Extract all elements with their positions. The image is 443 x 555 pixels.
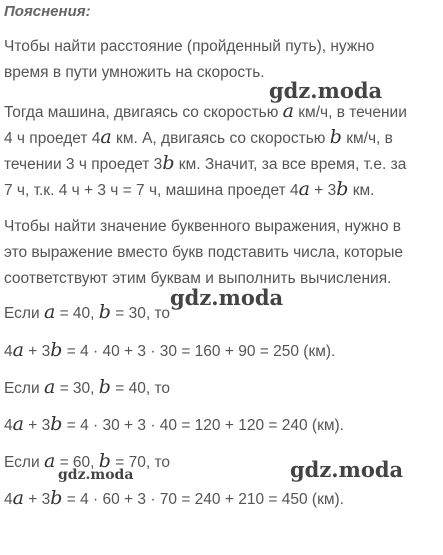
- case-text: Если: [4, 305, 44, 322]
- para3-line1: Чтобы найти значение буквенного выражения, нужно в: [4, 218, 402, 235]
- case2-calculation: [4, 414, 344, 436]
- variable-a: a: [12, 413, 24, 435]
- variable-b: b: [329, 126, 342, 148]
- watermark: gdz.moda: [290, 457, 404, 482]
- case2-condition: [4, 377, 170, 399]
- case3-calculation: [4, 488, 344, 510]
- para1-line1: Чтобы найти расстояние (пройденный путь), нужно: [4, 38, 375, 55]
- para2-text: течении 3 ч проедет 3: [4, 156, 163, 173]
- case-text: 4: [4, 491, 13, 508]
- variable-a: a: [43, 450, 56, 472]
- variable-b: b: [336, 178, 349, 200]
- case-text: = 4 · 60 + 3 · 70 = 240 + 210 = 450 (км).: [62, 491, 344, 508]
- variable-a: a: [43, 301, 56, 323]
- para2-text: км. А, двигаясь со скоростью: [111, 130, 330, 147]
- case1-calculation: [4, 340, 335, 362]
- para2-text: км/ч, в: [341, 130, 393, 147]
- variable-b: b: [50, 413, 63, 435]
- case-text: + 3: [23, 343, 51, 360]
- para2-line4: [4, 179, 374, 201]
- para2-line2: [4, 127, 393, 149]
- watermark: gdz.moda: [58, 467, 134, 483]
- variable-b: b: [98, 376, 111, 398]
- case-text: 4: [4, 417, 13, 434]
- variable-b: b: [98, 450, 111, 472]
- variable-a: a: [43, 376, 56, 398]
- para2-text: + 3: [309, 182, 337, 199]
- variable-a: a: [100, 126, 112, 148]
- para2-text: км.: [348, 182, 375, 199]
- variable-a: a: [12, 487, 24, 509]
- section-heading: Пояснения:: [4, 3, 91, 20]
- para2-text: км. Значит, за все время, т.е. за: [174, 156, 407, 173]
- case-text: = 60,: [55, 454, 99, 471]
- para2-line3: [4, 153, 406, 175]
- variable-a: a: [282, 100, 294, 122]
- case-text: 4: [4, 343, 13, 360]
- variable-b: b: [162, 152, 175, 174]
- para2-line1: [4, 101, 407, 123]
- variable-b: b: [50, 487, 63, 509]
- para1-line2: время в пути умножить на скорость.: [4, 64, 265, 81]
- para2-text: 7 ч, т.к. 4 ч + 3 ч = 7 ч, машина проедет 4: [4, 182, 299, 199]
- case-text: = 30, то: [110, 305, 171, 322]
- case-text: = 40, то: [110, 380, 171, 397]
- variable-a: a: [12, 339, 24, 361]
- case-text: Если: [4, 380, 44, 397]
- case-text: Если: [4, 454, 44, 471]
- para3-line2: это выражение вместо букв подставить числа, которые: [4, 244, 404, 261]
- para2-text: км/ч, в течении: [293, 104, 407, 121]
- case-text: = 4 · 30 + 3 · 40 = 120 + 120 = 240 (км).: [62, 417, 344, 434]
- variable-a: a: [298, 178, 310, 200]
- case-text: + 3: [23, 417, 51, 434]
- watermark: gdz.moda: [269, 78, 383, 103]
- para2-text: 4 ч проедет 4: [4, 130, 101, 147]
- case-text: = 70, то: [110, 454, 171, 471]
- variable-b: b: [50, 339, 63, 361]
- para2-text: Тогда машина, двигаясь со скоростью: [4, 104, 283, 121]
- variable-b: b: [98, 301, 111, 323]
- para3-line3: соответствуют этим буквам и выполнить вычисления.: [4, 270, 392, 287]
- case1-condition: [4, 302, 170, 324]
- case-text: = 40,: [55, 305, 99, 322]
- case-text: = 4 · 40 + 3 · 30 = 160 + 90 = 250 (км).: [62, 343, 336, 360]
- case-text: + 3: [23, 491, 51, 508]
- case-text: = 30,: [55, 380, 99, 397]
- watermark: gdz.moda: [170, 285, 284, 310]
